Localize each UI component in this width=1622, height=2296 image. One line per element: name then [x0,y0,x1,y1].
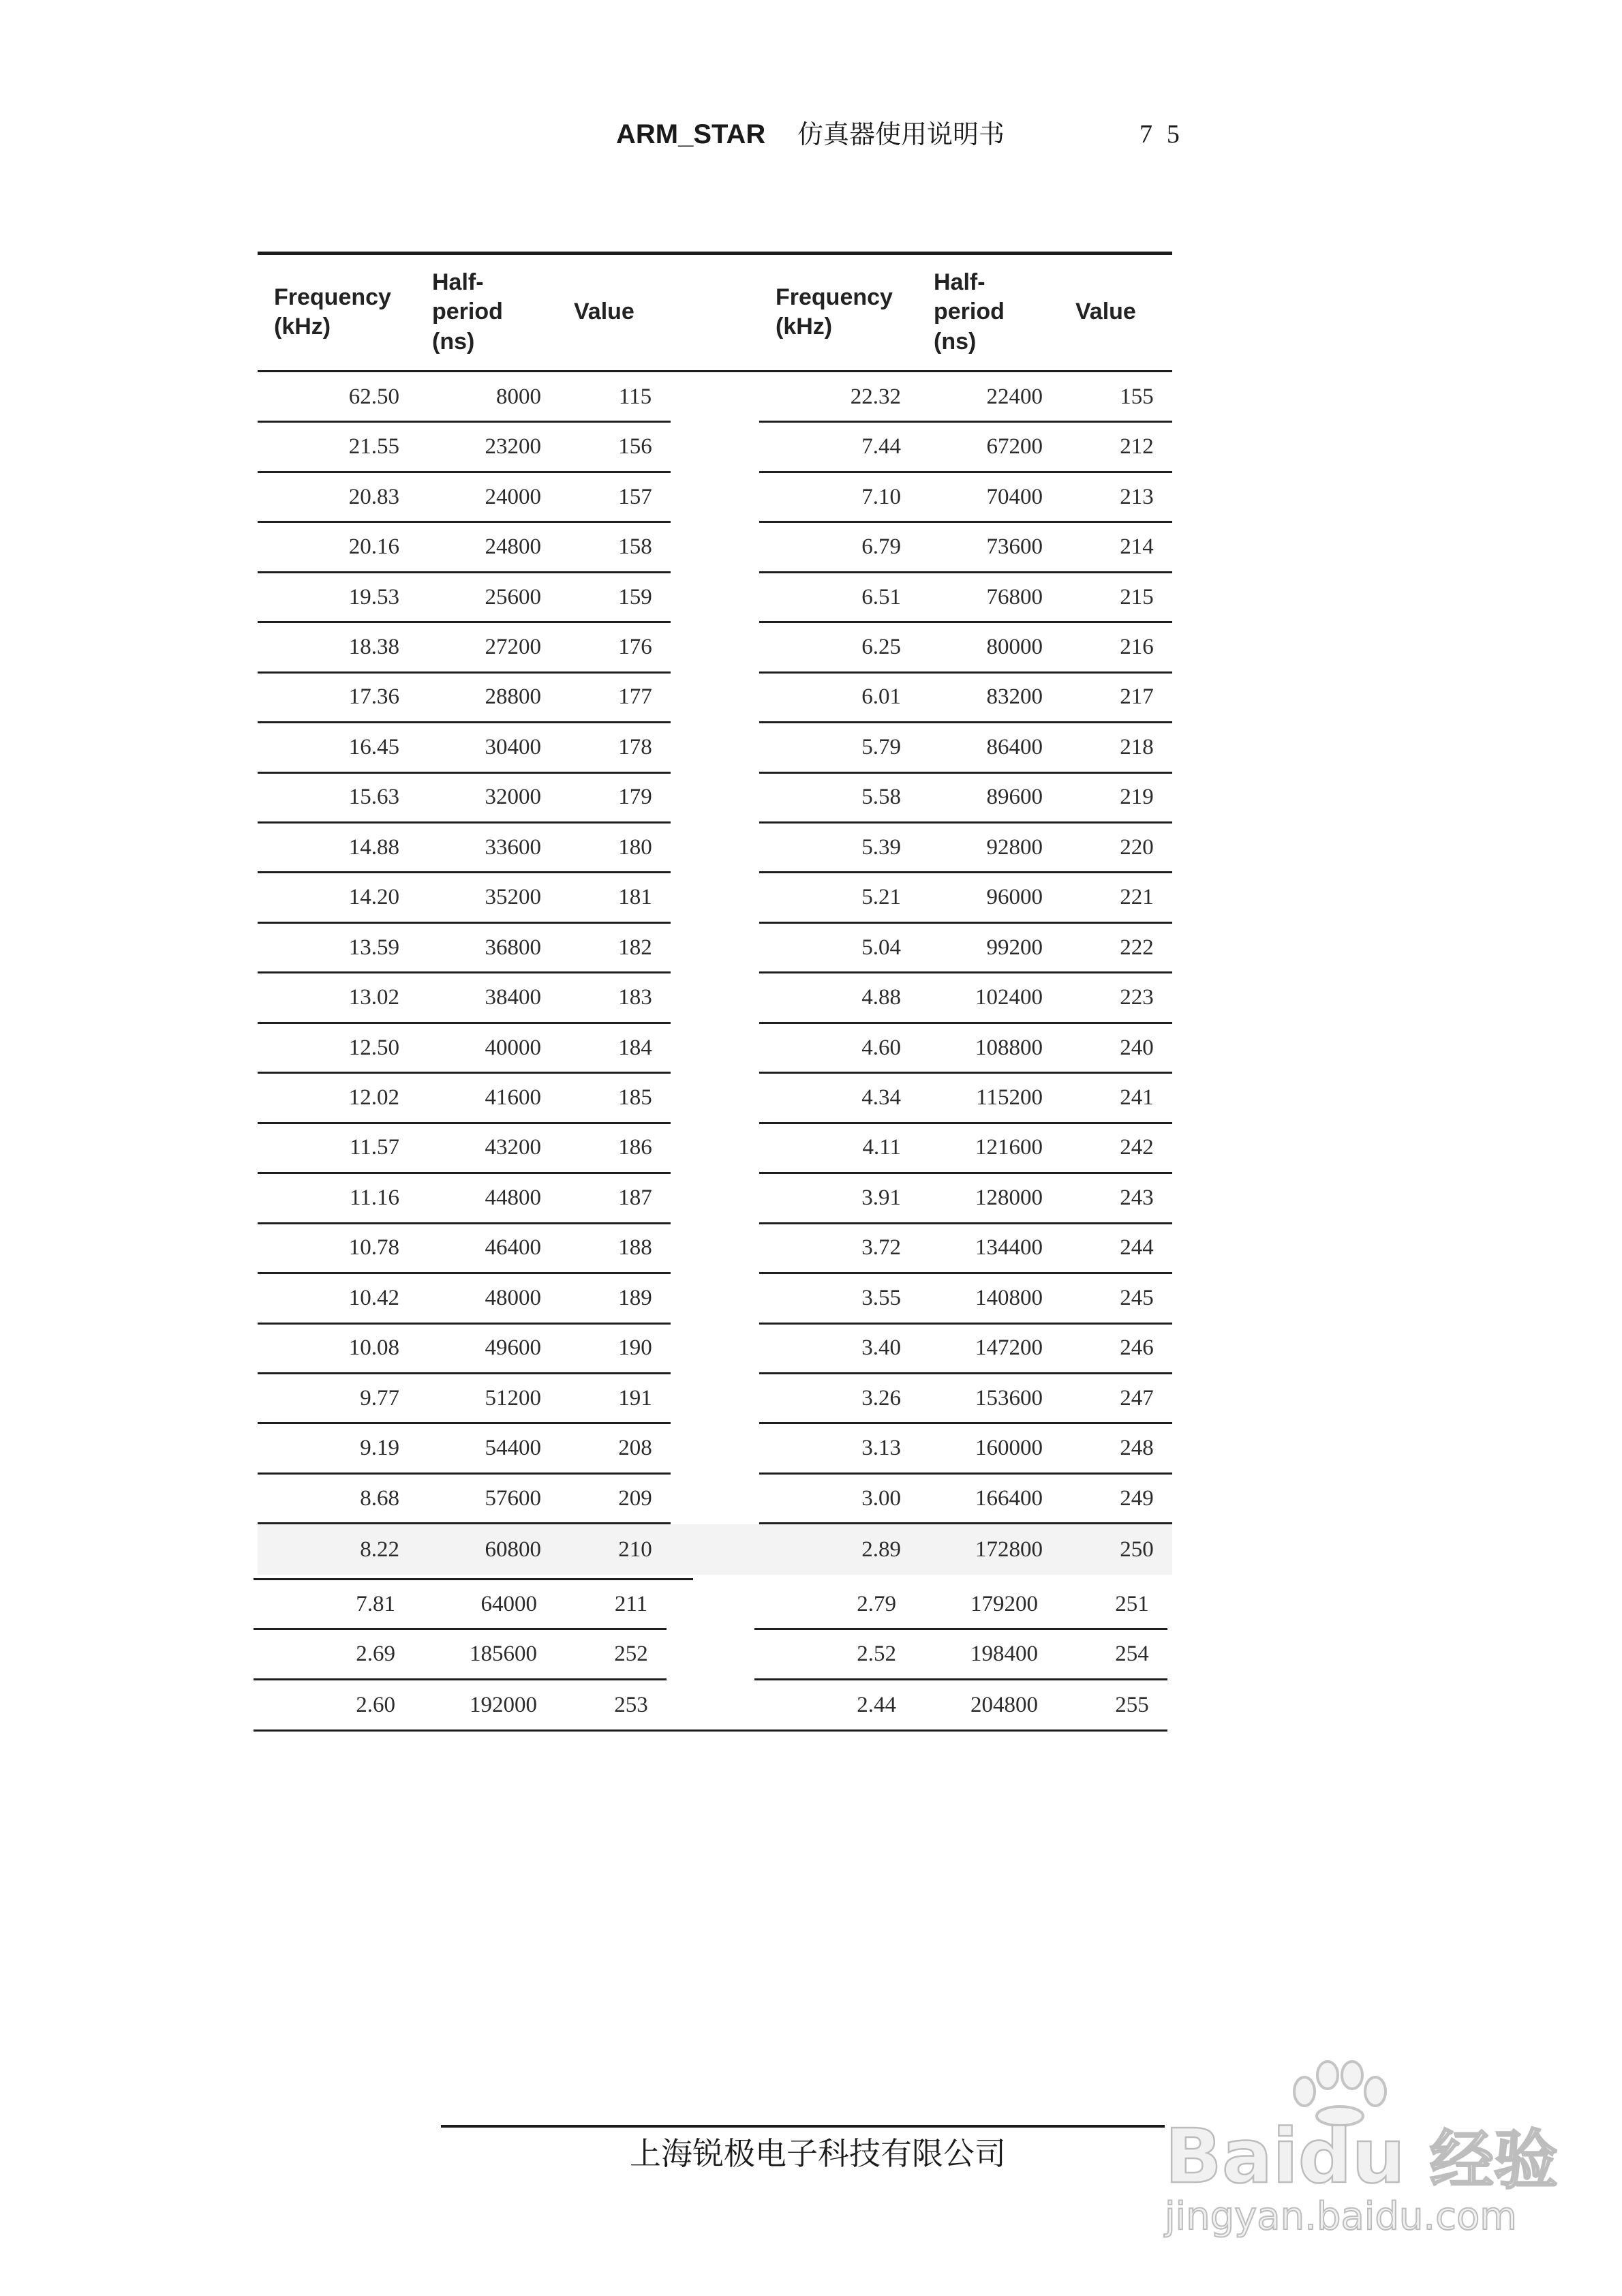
value-cell: 182 [618,935,652,960]
table-row [0,1475,1622,1524]
value-cell: 255 [1115,1692,1149,1717]
table-row [0,1374,1622,1424]
half-period-cell: 128000 [975,1185,1043,1210]
row-group-right [759,1524,1172,1574]
value-cell: 156 [618,434,652,459]
frequency-cell: 14.88 [348,834,399,860]
half-period-cell: 204800 [970,1692,1038,1717]
value-cell: 214 [1120,534,1154,560]
row-group-right [759,1374,1172,1424]
half-period-cell: 64000 [480,1591,537,1616]
frequency-cell: 3.13 [861,1436,901,1461]
frequency-cell: 3.55 [861,1285,901,1310]
frequency-cell: 2.44 [857,1692,896,1717]
value-cell: 186 [618,1135,652,1160]
row-group-left [254,1580,667,1630]
value-cell: 189 [618,1285,652,1310]
watermark-brand-jingyan: 经验 [1429,2124,1558,2198]
value-cell: 157 [618,484,652,509]
table-row [0,874,1622,924]
value-cell: 184 [618,1035,652,1060]
value-cell: 244 [1120,1235,1154,1260]
half-period-cell: 57600 [485,1485,541,1511]
row-group-right [759,1274,1172,1324]
frequency-cell: 15.63 [348,785,399,810]
table-row [0,1630,1622,1680]
column-header-line: period [432,299,503,325]
half-period-cell: 198400 [970,1642,1038,1667]
table-row [0,723,1622,773]
value-cell: 242 [1120,1135,1154,1160]
row-group-right [759,573,1172,623]
row-group-right [759,523,1172,573]
value-cell: 213 [1120,484,1154,509]
half-period-cell: 8000 [496,384,541,409]
frequency-cell: 62.50 [348,384,399,409]
half-period-cell: 38400 [485,985,541,1010]
row-group-left [254,1630,667,1680]
half-period-cell: 102400 [975,985,1043,1010]
value-cell: 223 [1120,985,1154,1010]
frequency-cell: 12.02 [348,1085,399,1111]
row-group-right [759,423,1172,472]
half-period-cell: 43200 [485,1135,541,1160]
frequency-cell: 8.22 [360,1537,399,1562]
half-period-cell: 49600 [485,1335,541,1361]
half-period-cell: 134400 [975,1235,1043,1260]
column-header-frequency [776,255,893,369]
frequency-cell: 4.34 [861,1085,901,1111]
frequency-cell: 7.10 [861,484,901,509]
half-period-cell: 70400 [986,484,1043,509]
row-group-left [258,1124,671,1174]
half-period-cell: 32000 [485,785,541,810]
half-period-cell: 121600 [975,1135,1043,1160]
value-cell: 245 [1120,1285,1154,1310]
half-period-cell: 108800 [975,1035,1043,1060]
row-group-left [258,1224,671,1274]
table-row [0,523,1622,573]
value-cell: 240 [1120,1035,1154,1060]
row-group-left [258,1024,671,1074]
half-period-cell: 25600 [485,584,541,609]
frequency-cell: 4.11 [862,1135,901,1160]
value-cell: 209 [618,1485,652,1511]
frequency-cell: 12.50 [348,1035,399,1060]
column-header-value [574,255,634,369]
half-period-cell: 23200 [485,434,541,459]
table-row [0,1325,1622,1374]
row-group-left [258,473,671,523]
half-period-cell: 92800 [986,834,1043,860]
value-cell: 211 [614,1591,648,1616]
watermark-brand-du: du [1298,2113,1405,2200]
row-group-left [258,824,671,873]
frequency-cell: 7.81 [356,1591,395,1616]
table-row [0,674,1622,723]
row-group-right [759,924,1172,973]
row-group-right [759,973,1172,1023]
table-row [0,573,1622,623]
column-header-line: Value [1075,299,1136,325]
half-period-cell: 30400 [485,734,541,759]
frequency-cell: 2.52 [857,1642,896,1667]
column-header-line: (kHz) [274,314,331,339]
table-row [0,423,1622,472]
frequency-cell: 11.16 [349,1185,399,1210]
row-group-left [258,373,671,423]
frequency-cell: 5.79 [861,734,901,759]
table-row [0,973,1622,1023]
frequency-cell: 3.72 [861,1235,901,1260]
frequency-cell: 17.36 [348,684,399,710]
row-group-right [759,1424,1172,1474]
row-group-right [759,1174,1172,1224]
value-cell: 249 [1120,1485,1154,1511]
value-cell: 177 [618,684,652,710]
row-group-right [759,473,1172,523]
row-group-left [258,1475,671,1524]
value-cell: 219 [1120,785,1154,810]
row-group-left [258,1325,671,1374]
table-row [0,1680,1622,1730]
row-group-right [759,824,1172,873]
table-row [0,1224,1622,1274]
half-period-cell: 24800 [485,534,541,560]
value-cell: 212 [1120,434,1154,459]
row-group-right [759,874,1172,924]
column-header-half-period [432,255,503,369]
half-period-cell: 22400 [986,384,1043,409]
frequency-cell: 20.16 [348,534,399,560]
value-cell: 191 [618,1385,652,1410]
column-header-line: Half- [432,269,484,295]
table-row [0,1424,1622,1474]
half-period-cell: 36800 [485,935,541,960]
row-group-left [258,523,671,573]
half-period-cell: 44800 [485,1185,541,1210]
table-row [0,1124,1622,1174]
table-row [0,1074,1622,1123]
column-headers-left [258,255,671,369]
value-cell: 220 [1120,834,1154,860]
value-cell: 252 [614,1642,648,1667]
half-period-cell: 46400 [485,1235,541,1260]
half-period-cell: 153600 [975,1385,1043,1410]
half-period-cell: 179200 [970,1591,1038,1616]
table-row [0,473,1622,523]
row-group-right [754,1630,1167,1680]
row-group-left [258,1424,671,1474]
frequency-cell: 7.44 [861,434,901,459]
value-cell: 215 [1120,584,1154,609]
half-period-cell: 54400 [485,1436,541,1461]
row-group-left [258,874,671,924]
frequency-cell: 6.25 [861,634,901,659]
row-group-right [759,1325,1172,1374]
half-period-cell: 73600 [986,534,1043,560]
half-period-cell: 48000 [485,1285,541,1310]
half-period-cell: 192000 [470,1692,537,1717]
half-period-cell: 41600 [485,1085,541,1111]
column-header-line: Half- [934,269,985,295]
value-cell: 181 [618,885,652,910]
table-header-rule [258,370,1172,372]
footer-rule [441,2125,1165,2128]
frequency-cell: 14.20 [348,885,399,910]
half-period-cell: 96000 [986,885,1043,910]
frequency-cell: 5.21 [861,885,901,910]
half-period-cell: 76800 [986,584,1043,609]
frequency-cell: 4.60 [861,1035,901,1060]
column-header-value [1075,255,1136,369]
half-period-cell: 99200 [986,935,1043,960]
frequency-cell: 6.51 [861,584,901,609]
column-header-half-period [934,255,1005,369]
row-group-right [759,1124,1172,1174]
table-bottom-rule [254,1729,1167,1732]
half-period-cell: 86400 [986,734,1043,759]
row-group-right [759,674,1172,723]
value-cell: 250 [1120,1537,1154,1562]
half-period-cell: 80000 [986,634,1043,659]
value-cell: 179 [618,785,652,810]
table-row [0,1274,1622,1324]
value-cell: 253 [614,1692,648,1717]
half-period-cell: 185600 [470,1642,537,1667]
value-cell: 241 [1120,1085,1154,1111]
value-cell: 246 [1120,1335,1154,1361]
value-cell: 208 [618,1436,652,1461]
value-cell: 178 [618,734,652,759]
running-head [0,117,1622,152]
value-cell: 158 [618,534,652,560]
column-headers-right [759,255,1172,369]
table-row [0,1174,1622,1224]
value-cell: 248 [1120,1436,1154,1461]
row-group-left [258,1174,671,1224]
half-period-cell: 172800 [975,1537,1043,1562]
half-period-cell: 60800 [485,1537,541,1562]
watermark-url: jingyan.baidu.com [1165,2194,1517,2239]
row-group-left [258,573,671,623]
half-period-cell: 166400 [975,1485,1043,1511]
frequency-cell: 2.89 [861,1537,901,1562]
row-group-right [759,1475,1172,1524]
column-header-line: Frequency [776,284,893,310]
column-header-line: (kHz) [776,314,833,339]
row-group-left [258,1274,671,1324]
column-header-line: (ns) [934,328,977,354]
table-row [0,373,1622,423]
frequency-cell: 2.69 [356,1642,395,1667]
value-cell: 247 [1120,1385,1154,1410]
frequency-cell: 5.58 [861,785,901,810]
baidu-jingyan-watermark [1159,2059,1558,2250]
row-group-left [258,623,671,673]
row-group-right [754,1680,1167,1730]
table-row [0,1580,1622,1630]
row-group-left [254,1680,667,1730]
value-cell: 188 [618,1235,652,1260]
row-group-right [759,774,1172,824]
row-group-right [759,1074,1172,1123]
frequency-cell: 20.83 [348,484,399,509]
row-group-left [258,1524,671,1574]
row-group-left [258,924,671,973]
value-cell: 190 [618,1335,652,1361]
row-group-right [759,1224,1172,1274]
frequency-cell: 4.88 [861,985,901,1010]
column-header-line: (ns) [432,328,475,354]
frequency-cell: 9.77 [360,1385,399,1410]
table-row [0,774,1622,824]
value-cell: 251 [1115,1591,1149,1616]
row-group-right [759,723,1172,773]
half-period-cell: 115200 [976,1085,1043,1111]
frequency-cell: 5.39 [861,834,901,860]
frequency-cell: 16.45 [348,734,399,759]
half-period-cell: 51200 [485,1385,541,1410]
value-cell: 155 [1120,384,1154,409]
row-group-left [258,1374,671,1424]
row-group-right [754,1580,1167,1630]
value-cell: 115 [618,384,652,409]
frequency-cell: 10.78 [348,1235,399,1260]
row-group-left [258,423,671,472]
frequency-cell: 18.38 [348,634,399,659]
value-cell: 254 [1115,1642,1149,1667]
frequency-cell: 21.55 [348,434,399,459]
frequency-cell: 2.60 [356,1692,395,1717]
watermark-brand [1165,2112,1558,2205]
document-subtitle: 仿真器使用说明书 [797,119,1005,149]
page-number: 7 5 [1139,120,1184,149]
half-period-cell: 89600 [986,785,1043,810]
value-cell: 217 [1120,684,1154,710]
half-period-cell: 160000 [975,1436,1043,1461]
frequency-cell: 6.01 [861,684,901,710]
half-period-cell: 24000 [485,484,541,509]
half-period-cell: 67200 [986,434,1043,459]
table-row [0,924,1622,973]
value-cell: 185 [618,1085,652,1111]
frequency-cell: 13.02 [348,985,399,1010]
row-group-left [258,674,671,723]
frequency-cell: 6.79 [861,534,901,560]
frequency-cell: 3.91 [861,1185,901,1210]
column-header-line: Frequency [274,284,391,310]
footer-company: 上海锐极电子科技有限公司 [630,2135,1006,2172]
frequency-cell: 5.04 [861,935,901,960]
value-cell: 159 [618,584,652,609]
row-group-left [258,1074,671,1123]
row-group-right [759,1024,1172,1074]
value-cell: 221 [1120,885,1154,910]
row-group-left [258,723,671,773]
table-row [0,824,1622,873]
frequency-cell: 11.57 [349,1135,399,1160]
row-group-left [258,774,671,824]
value-cell: 187 [618,1185,652,1210]
table-row [0,1524,1622,1574]
frequency-cell: 22.32 [850,384,901,409]
frequency-cell: 13.59 [348,935,399,960]
frequency-cell: 2.79 [857,1591,896,1616]
value-cell: 210 [618,1537,652,1562]
frequency-cell: 9.19 [360,1436,399,1461]
value-cell: 243 [1120,1185,1154,1210]
value-cell: 216 [1120,634,1154,659]
row-group-left [258,973,671,1023]
value-cell: 180 [618,834,652,860]
half-period-cell: 83200 [986,684,1043,710]
row-group-right [759,623,1172,673]
row-group-right [759,373,1172,423]
value-cell: 222 [1120,935,1154,960]
value-cell: 183 [618,985,652,1010]
half-period-cell: 140800 [975,1285,1043,1310]
half-period-cell: 28800 [485,684,541,710]
frequency-cell: 3.40 [861,1335,901,1361]
value-cell: 176 [618,634,652,659]
half-period-cell: 40000 [485,1035,541,1060]
value-cell: 218 [1120,734,1154,759]
column-header-line: period [934,299,1005,325]
frequency-cell: 3.00 [861,1485,901,1511]
column-header-line: Value [574,299,634,325]
half-period-cell: 27200 [485,634,541,659]
frequency-cell: 3.26 [861,1385,901,1410]
watermark-brand-bai: Bai [1165,2113,1298,2200]
half-period-cell: 33600 [485,834,541,860]
document-title: ARM_STAR [616,119,766,149]
half-period-cell: 35200 [485,885,541,910]
frequency-cell: 10.08 [348,1335,399,1361]
column-header-frequency [274,255,391,369]
frequency-cell: 19.53 [348,584,399,609]
half-period-cell: 147200 [975,1335,1043,1361]
table-row [0,1024,1622,1074]
table-row [0,623,1622,673]
frequency-cell: 10.42 [348,1285,399,1310]
frequency-cell: 8.68 [360,1485,399,1511]
